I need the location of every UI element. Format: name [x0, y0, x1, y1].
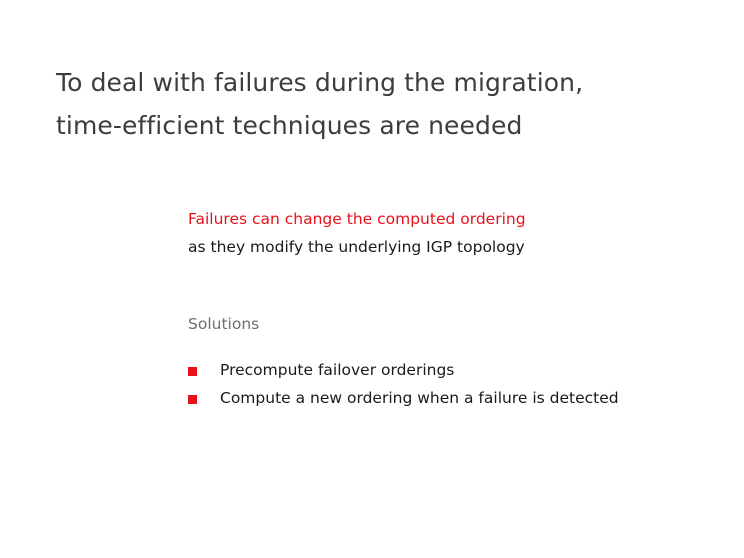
supporting-statement: as they modify the underlying IGP topology [188, 238, 525, 256]
page-title-line-2: time-efficient techniques are needed [56, 110, 523, 140]
solutions-list [188, 358, 728, 414]
square-bullet-icon [188, 395, 197, 404]
highlight-statement: Failures can change the computed ordering [188, 210, 526, 228]
page-title [56, 61, 696, 147]
list-item [188, 358, 728, 383]
page-title-line-1: To deal with failures during the migration, [56, 67, 584, 97]
square-bullet-icon [188, 367, 197, 376]
list-item [188, 386, 728, 411]
list-item-label: Precompute failover orderings [220, 361, 455, 379]
solutions-heading: Solutions [188, 315, 260, 333]
list-item-label: Compute a new ordering when a failure is detected [220, 389, 619, 407]
body-text-block [188, 208, 708, 258]
